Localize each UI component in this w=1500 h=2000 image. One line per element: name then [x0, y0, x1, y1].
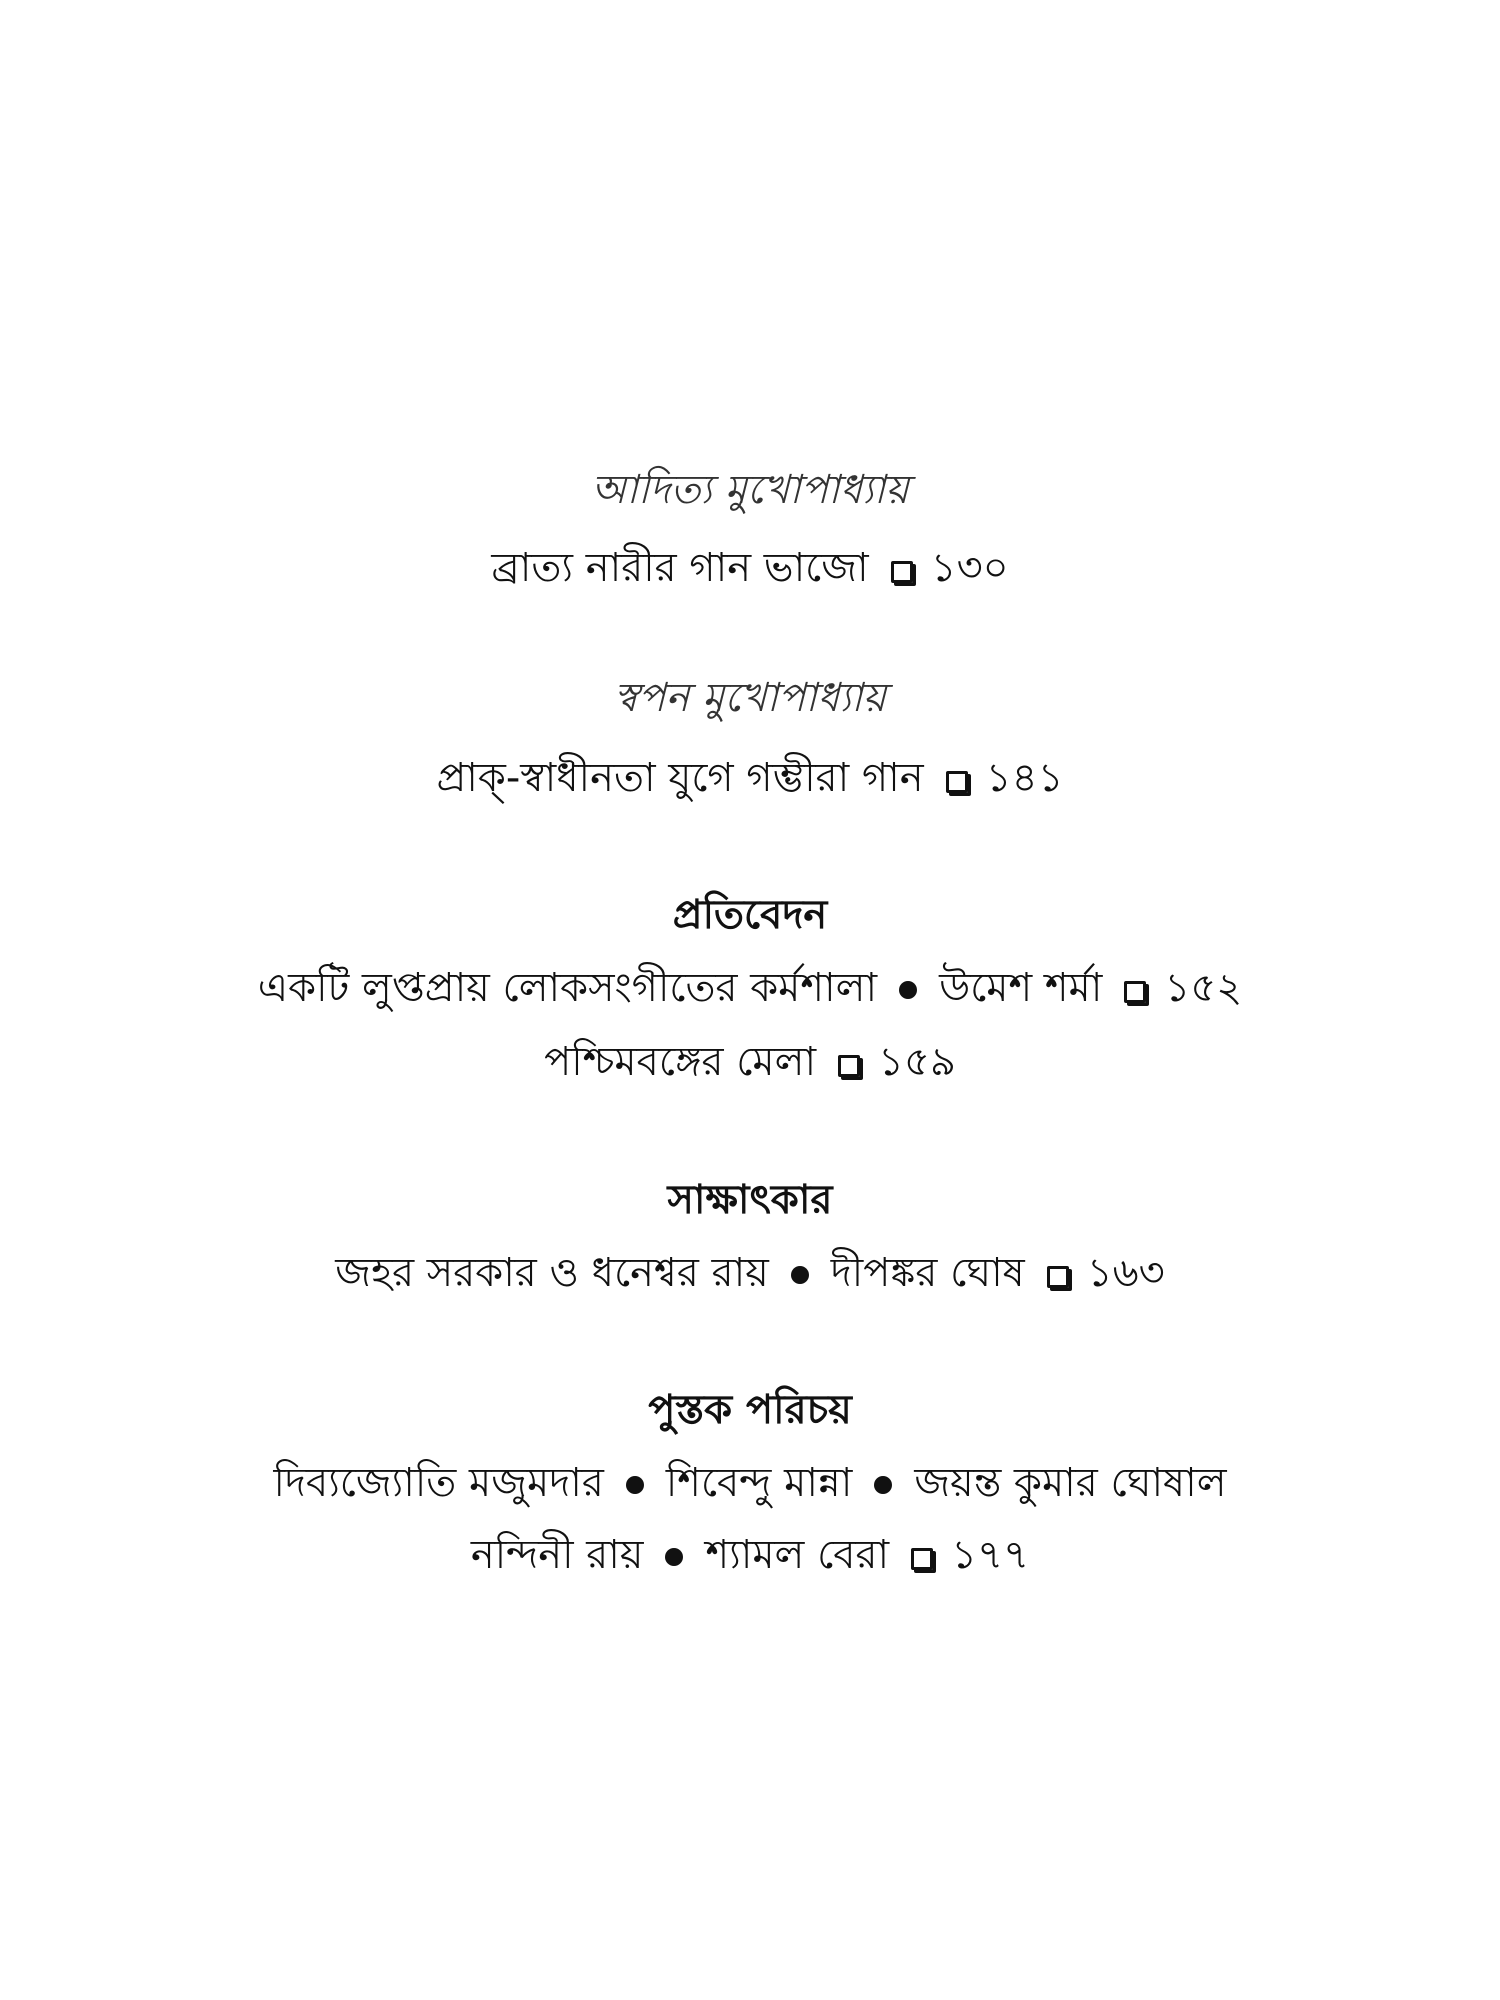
- entry-title: প্রাক্-স্বাধীনতা যুগে গম্ভীরা গান: [436, 755, 924, 801]
- entry-title-line: [0, 755, 1500, 801]
- reviewer-name: দিব্যজ্যোতি মজুমদার: [273, 1460, 604, 1506]
- box-bullet-icon: [1047, 1266, 1069, 1288]
- page-number: ১৭৭: [951, 1532, 1030, 1578]
- section-heading-report: প্রতিবেদন: [672, 892, 828, 938]
- page-number: ১৫২: [1164, 965, 1243, 1011]
- box-bullet-icon: [946, 771, 968, 793]
- reviewer-name: নন্দিনী রায়: [470, 1532, 644, 1578]
- page-number: ১৩০: [930, 545, 1009, 591]
- report-item-line: [0, 1039, 1500, 1085]
- section-heading-interview: সাক্ষাৎকার: [667, 1177, 833, 1223]
- reviewer-name: জয়ন্ত কুমার ঘোষাল: [914, 1460, 1227, 1506]
- section-heading-book-review: পুস্তক পরিচয়: [648, 1387, 852, 1433]
- entry-title: ব্রাত্য নারীর গান ভাজো: [491, 545, 869, 591]
- report-item-author: উমেশ শর্মা: [939, 965, 1103, 1011]
- box-bullet-icon: [1124, 981, 1146, 1003]
- page-number: ১৬৩: [1086, 1250, 1165, 1296]
- entry-author: আদিত্য মুখোপাধ্যায়: [591, 467, 909, 513]
- reviewers-line: [0, 1460, 1500, 1506]
- reviewer-name: শিবেন্দু মান্না: [665, 1460, 853, 1506]
- report-item-line: [0, 965, 1500, 1011]
- dot-separator-icon: [899, 981, 917, 999]
- dot-separator-icon: [626, 1476, 644, 1494]
- dot-separator-icon: [665, 1548, 683, 1566]
- report-item-title: একটি লুপ্তপ্রায় লোকসংগীতের কর্মশালা: [257, 965, 878, 1011]
- box-bullet-icon: [838, 1055, 860, 1077]
- interview-author: দীপঙ্কর ঘোষ: [830, 1250, 1025, 1296]
- interview-line: [0, 1250, 1500, 1296]
- dot-separator-icon: [874, 1476, 892, 1494]
- page-number: ১৫৯: [878, 1039, 956, 1085]
- entry-title-line: [0, 545, 1500, 591]
- box-bullet-icon: [891, 561, 913, 583]
- report-item-title: পশ্চিমবঙ্গের মেলা: [544, 1039, 817, 1085]
- interview-subjects: জহর সরকার ও ধনেশ্বর রায়: [335, 1250, 769, 1296]
- dot-separator-icon: [791, 1266, 809, 1284]
- page-number: ১৪১: [985, 755, 1064, 801]
- reviewers-line: [0, 1532, 1500, 1578]
- reviewer-name: শ্যামল বেরা: [705, 1532, 890, 1578]
- entry-author: স্বপন মুখোপাধ্যায়: [613, 675, 887, 721]
- box-bullet-icon: [911, 1548, 933, 1570]
